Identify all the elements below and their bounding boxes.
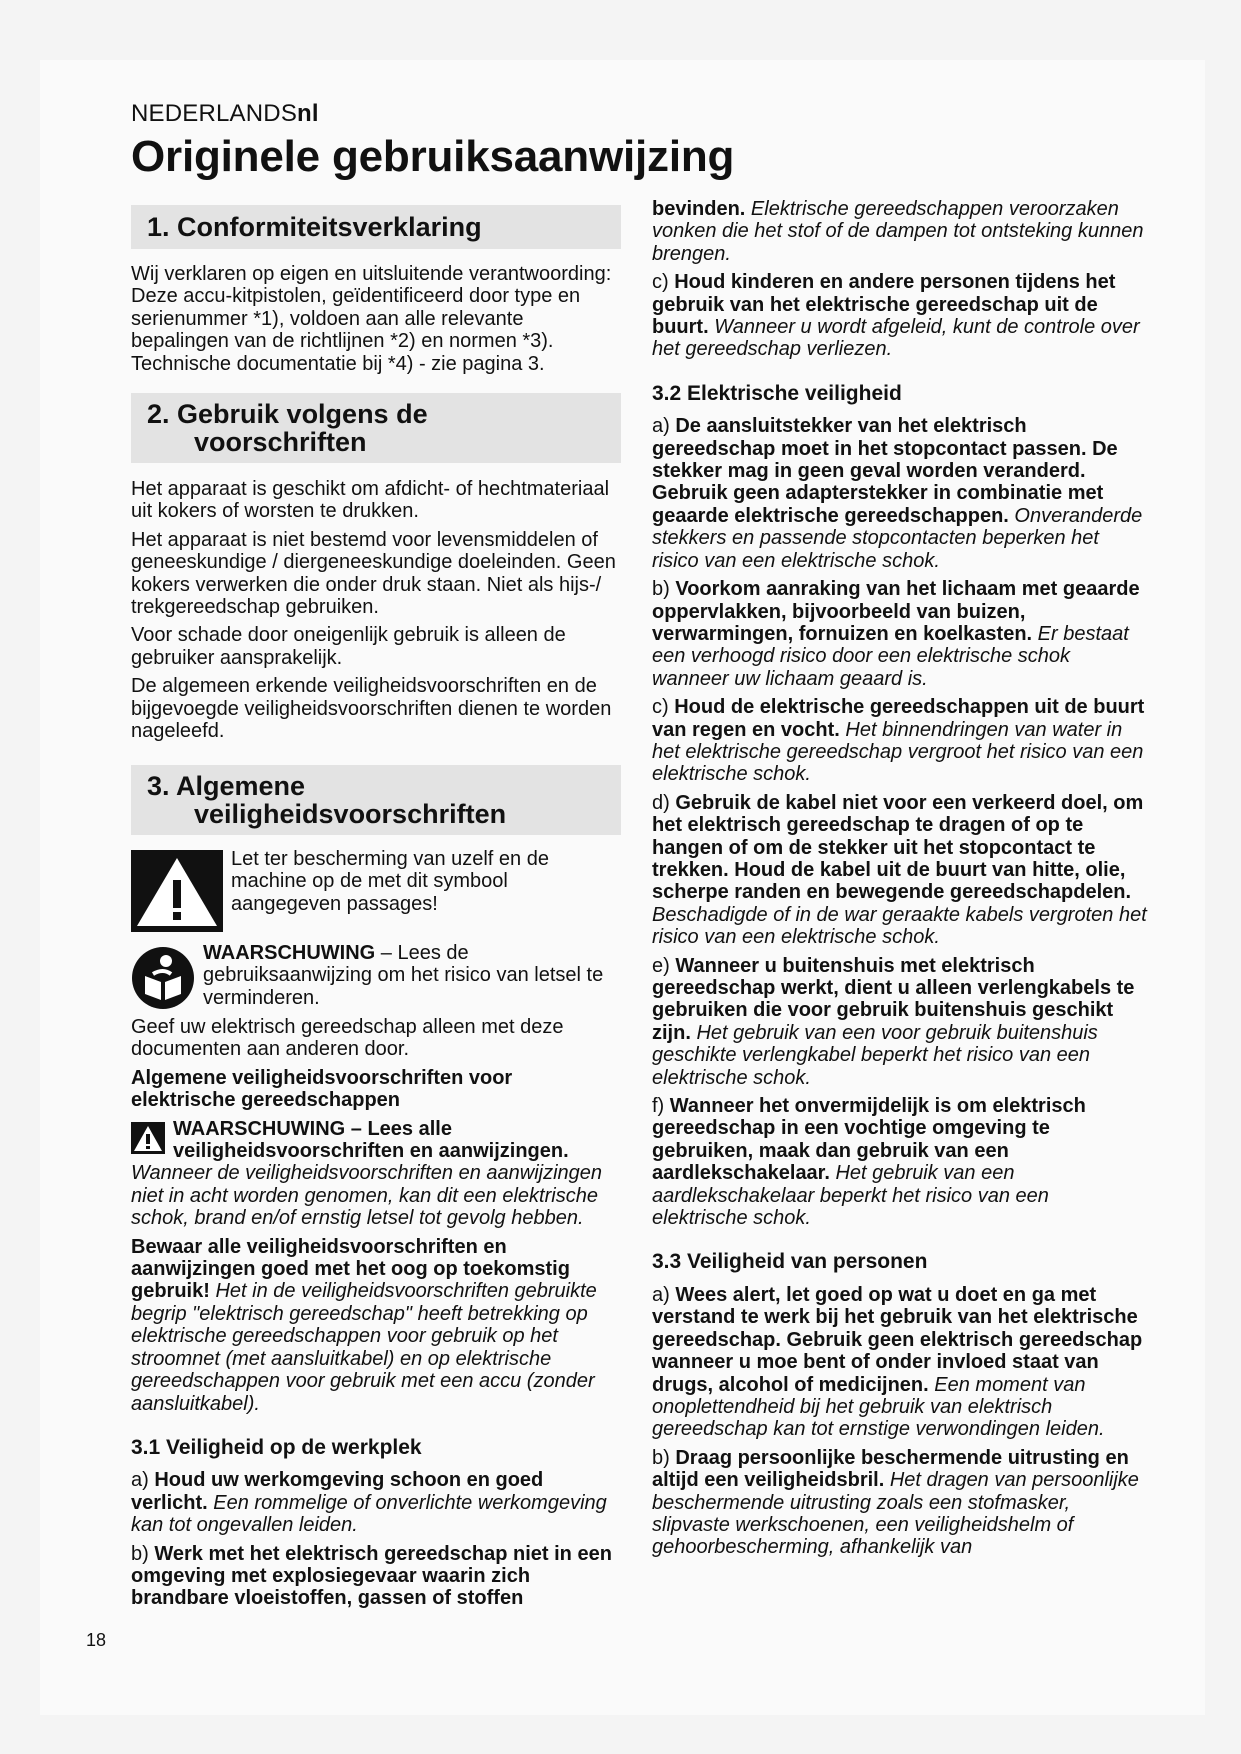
keep-instructions-bold: Bewaar alle veiligheidsvoorschriften en aanwijzingen goed met het oog op toekomstig gebruik! [131,1235,570,1303]
section2-paragraph: Het apparaat is niet bestemd voor levensmiddelen of geneeskundige / diergeneeskundige doeleinden. Geen kokers verwerken die onder druk staan. Niet als hijs-/ trekgereedschap gebruiken. [131,528,616,619]
item-letter: c) [652,271,675,294]
section1-text: Wij verklaren op eigen en uitsluitende verantwoording: Deze accu-kitpistolen, geïdentificeerd door type en serienummer *1), voldoen aan alle relevante bepalingen van de richtlijnen *2) en normen *3). Technische documentatie bij *4) - zie pagina 3. [131,263,612,375]
item-bold: Houd kinderen en andere personen tijdens het gebruik van het elektrische gereedschap uit de buurt. [652,271,1116,339]
item-letter: b) [131,1542,155,1565]
read-all-warning-italic: Wanneer de veiligheidsvoorschriften en aanwijzingen niet in acht worden genomen, kan dit een elektrische schok, brand en/of ernstig letsel tot gevolg hebben. [131,1162,603,1230]
general-safety-heading: Algemene veiligheidsvoorschriften voor elektrische gereedschappen [131,1066,513,1112]
item-bold: bevinden. [652,198,746,220]
section32-item-e [652,955,1147,1089]
item-bold: Houd de elektrische gereedschappen uit de buurt van regen en vocht. [652,696,1145,741]
section31-item-b [131,1543,621,1610]
read-manual-icon [131,946,195,1010]
read-all-warning-bold: WAARSCHUWING – Lees alle veiligheidsvoorschriften en aanwijzingen. [173,1117,569,1163]
section2-heading-line2: voorschriften [194,427,367,457]
item-letter: c) [652,696,675,719]
item-letter: a) [652,1283,676,1306]
item-bold: Houd uw werkomgeving schoon en goed verlicht. [131,1469,544,1514]
section32-item-a [652,415,1147,572]
section2-paragraph: Voor schade door oneigenlijk gebruik is alleen de gebruiker aansprakelijk. [131,624,566,669]
item-letter: d) [652,791,676,814]
item-letter: a) [131,1469,155,1492]
section33-item-a [652,1284,1147,1441]
warning-triangle-icon [131,850,223,932]
item-bold: Wanneer u buitenshuis met elektrisch gereedschap werkt, dient u alleen verlengkabels te gebruiken die voor gebruik buitenshuis geschikt zijn. [652,954,1135,1044]
item-bold: Wanneer het onvermijdelijk is om elektrisch gereedschap in een vochtige omgeving te gebruiken, maak dan gebruik van een aardlekschakelaar. [652,1095,1086,1185]
language-label [131,100,319,128]
read-manual-warning [203,942,621,1010]
item-italic: Een rommelige of onverlichte werkomgeving kan tot ongevallen leiden. [131,1491,607,1537]
section1-heading-text: 1. Conformiteitsverklaring [147,212,482,242]
item-letter: a) [652,415,676,438]
keep-instructions [131,1236,621,1415]
item-letter: f) [652,1095,670,1118]
language-name: NEDERLANDS [131,100,298,127]
page-number: 18 [86,1630,107,1650]
section3-heading-line2: veiligheidsvoorschriften [194,799,507,829]
item-italic: Er bestaat een verhoogd risico door een elektrische schok wanneer uw lichaam geaard is. [652,622,1129,690]
item-italic: Elektrische gereedschappen veroorzaken vonken die het stof of de dampen tot ontsteking kunnen brengen. [652,198,1144,265]
symbol-note-row [131,850,621,932]
right-column [652,198,1147,1565]
item-letter: b) [652,578,676,601]
section33-heading: 3.3 Veiligheid van personen [652,1250,928,1274]
item-italic: Onveranderde stekkers en passende stopcontacten beperken het risico van een elektrische schok. [652,504,1143,572]
small-warning-triangle-icon [131,1122,165,1154]
section32-item-c [652,696,1147,786]
section3-heading-line1: 3. Algemene [147,771,306,801]
item-italic: Beschadigde of in de war geraakte kabels vergroten het risico van een elektrische schok. [652,903,1147,949]
section31-item-a [131,1469,621,1536]
item-bold: Voorkom aanraking van het lichaam met geaarde oppervlakken, bijvoorbeeld van buizen, verwarmingen, fornuizen en koelkasten. [652,578,1140,645]
section32-heading: 3.2 Elektrische veiligheid [652,381,902,405]
item-italic: Wanneer u wordt afgeleid, kunt de controle over het gereedschap verliezen. [652,316,1140,361]
item-bold: Werk met het elektrisch gereedschap niet in een omgeving met explosiegevaar waarin zich brandbare vloeistoffen, gassen of stoffen [131,1542,612,1610]
read-manual-warning-text: – Lees de gebruiksaanwijzing om het risico van letsel te verminderen. [203,942,604,1009]
symbol-note: Let ter bescherming van uzelf en de machine op de met dit symbool aangegeven passages! [231,848,549,915]
page-title: Originele gebruiksaanwijzing [131,132,735,181]
item-letter: b) [652,1446,676,1469]
section3-heading [131,765,621,835]
warning-label: WAARSCHUWING [203,942,376,964]
item-italic: Het binnendringen van water in het elektrische gereedschap vergroot het risico van een elektrische schok. [652,718,1144,786]
item-bold: Draag persoonlijke beschermende uitrusting en altijd een veiligheidsbril. [652,1446,1129,1492]
item-italic: Het gebruik van een aardlekschakelaar beperkt het risico van een elektrische schok. [652,1162,1049,1230]
item-italic: Een moment van onoplettendheid bij het gebruik van elektrisch gereedschap kan tot ernstige verwondingen leiden. [652,1373,1105,1441]
section32-item-d [652,792,1147,949]
item-italic: Het dragen van persoonlijke beschermende uitrusting zoals een stofmasker, slipvaste werkschoenen, een veiligheidshelm of gehoorbescherming, afhankelijk van [652,1469,1139,1559]
section32-item-b [652,578,1147,690]
section33-item-b [652,1447,1147,1559]
item-bold: Gebruik de kabel niet voor een verkeerd doel, om het elektrisch gereedschap te dragen of op te hangen of om de stekker uit het stopcontact te trekken. Houd de kabel uit de buurt van hitte, olie, scherpe randen en bewegende gereedschapdelen. [652,791,1144,904]
section3-body [131,850,621,1616]
section2-body [131,478,621,748]
section31-heading: 3.1 Veiligheid op de werkplek [131,1435,422,1459]
section1-heading [131,205,621,249]
section2-paragraph: De algemeen erkende veiligheidsvoorschriften en de bijgevoegde veiligheidsvoorschriften dienen te worden nageleefd. [131,675,612,743]
section31-item-c [652,271,1147,361]
read-manual-warning-row [131,942,621,1010]
language-code: nl [297,100,319,127]
section2-heading-line1: 2. Gebruik volgens de [147,399,428,429]
item-bold: De aansluitstekker van het elektrisch gereedschap moet in het stopcontact passen. De stekker mag in geen geval worden veranderd. Gebruik geen adapterstekker in combinatie met geaarde elektrische gereedschappen. [652,415,1118,527]
section1-body [131,263,621,381]
section32-item-f [652,1095,1147,1229]
keep-instructions-italic: Het in de veiligheidsvoorschriften gebruikte begrip "elektrisch gereedschap" heeft betrekking op elektrische gereedschappen voor gebruik op het stroomnet (met aansluitkabel) en op elektrische gereedschappen voor gebruik met een accu (zonder aansluitkabel). [131,1280,597,1415]
section31-item-b-continued [652,198,1147,265]
section2-heading [131,393,621,463]
read-all-warning [131,1118,621,1230]
item-bold: Wees alert, let goed op wat u doet en ga met verstand te werk bij het gebruik van het elektrische gereedschap. Gebruik geen elektrisch gereedschap wanneer u moe bent of onder invloed staat van drugs, alcohol of medicijnen. [652,1283,1143,1396]
section2-paragraph: Het apparaat is geschikt om afdicht- of hechtmateriaal uit kokers of worsten te drukken. [131,478,610,523]
pass-on-note: Geef uw elektrisch gereedschap alleen met deze documenten aan anderen door. [131,1016,564,1061]
item-italic: Het gebruik van een voor gebruik buitenshuis geschikte verlengkabel beperkt het risico van een elektrische schok. [652,1021,1098,1089]
item-letter: e) [652,954,676,977]
